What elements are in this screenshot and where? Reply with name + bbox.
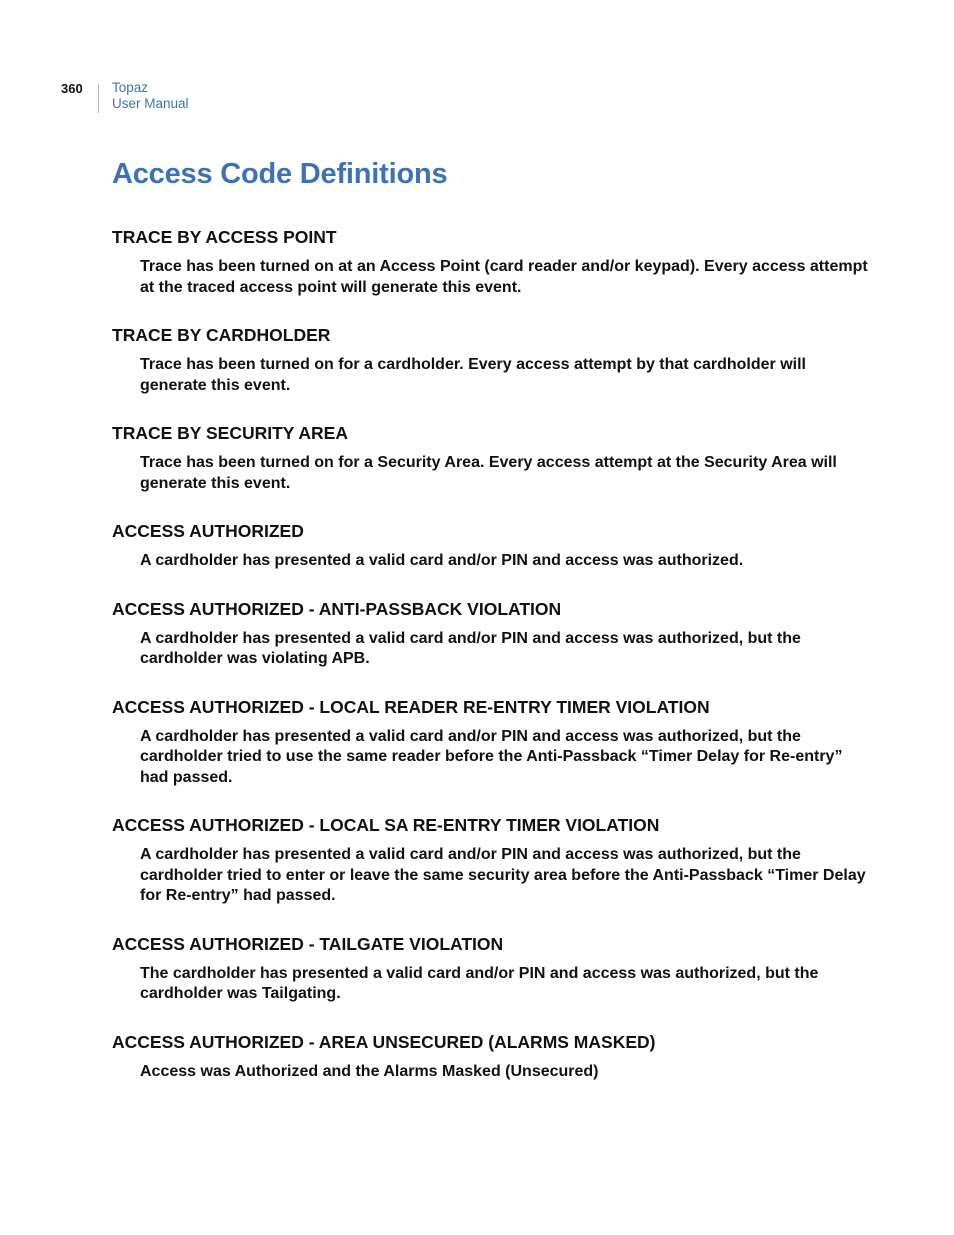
section-body: Trace has been turned on for a cardholder. Every access attempt by that cardholder will generate this event. [140, 356, 806, 394]
section-body: The cardholder has presented a valid card and/or PIN and access was authorized, but the cardholder was Tailgating. [140, 964, 819, 1002]
definition-section [112, 520, 882, 572]
section-body: A cardholder has presented a valid card and/or PIN and access was authorized, but the cardholder tried to use the same reader before the Anti-Passback “Timer Delay for Re-entry” had passed. [140, 727, 843, 786]
page-title: Access Code Definitions [112, 158, 448, 190]
header-divider [98, 84, 99, 113]
definition-section [112, 324, 882, 396]
header-product: Topaz [112, 80, 149, 95]
definition-list [112, 226, 882, 1108]
section-heading: ACCESS AUTHORIZED - ANTI-PASSBACK VIOLATION [112, 598, 562, 619]
section-heading: TRACE BY SECURITY AREA [112, 423, 348, 443]
section-heading: ACCESS AUTHORIZED - TAILGATE VIOLATION [112, 933, 504, 954]
section-heading: ACCESS AUTHORIZED - AREA UNSECURED (ALARMS MASKED) [112, 1031, 656, 1052]
section-heading: ACCESS AUTHORIZED - LOCAL SA RE-ENTRY TIMER VIOLATION [112, 815, 660, 835]
section-body: Trace has been turned on at an Access Point (card reader and/or keypad). Every access attempt at the traced access point will generate this event. [140, 258, 868, 296]
section-body: A cardholder has presented a valid card and/or PIN and access was authorized. [140, 552, 744, 569]
section-body: A cardholder has presented a valid card and/or PIN and access was authorized, but the cardholder was violating APB. [140, 629, 801, 667]
definition-section [112, 696, 882, 789]
section-heading: TRACE BY ACCESS POINT [112, 227, 337, 247]
definition-section [112, 933, 882, 1005]
section-body: Trace has been turned on for a Security Area. Every access attempt at the Security Area will generate this event. [140, 454, 837, 492]
running-header [112, 80, 189, 112]
section-heading: TRACE BY CARDHOLDER [112, 325, 331, 345]
definition-section [112, 598, 882, 670]
section-body: Access was Authorized and the Alarms Masked (Unsecured) [140, 1062, 599, 1080]
page-number: 360 [61, 81, 83, 96]
definition-section [112, 226, 882, 298]
definition-section [112, 1031, 882, 1083]
definition-section [112, 814, 882, 907]
section-body: A cardholder has presented a valid card and/or PIN and access was authorized, but the cardholder tried to enter or leave the same security area before the Anti-Passback “Timer Delay for Re-entry” had passed. [140, 846, 866, 904]
section-heading: ACCESS AUTHORIZED [112, 521, 304, 541]
header-manual: User Manual [112, 96, 189, 111]
definition-section [112, 422, 882, 494]
section-heading: ACCESS AUTHORIZED - LOCAL READER RE-ENTRY TIMER VIOLATION [112, 696, 710, 717]
